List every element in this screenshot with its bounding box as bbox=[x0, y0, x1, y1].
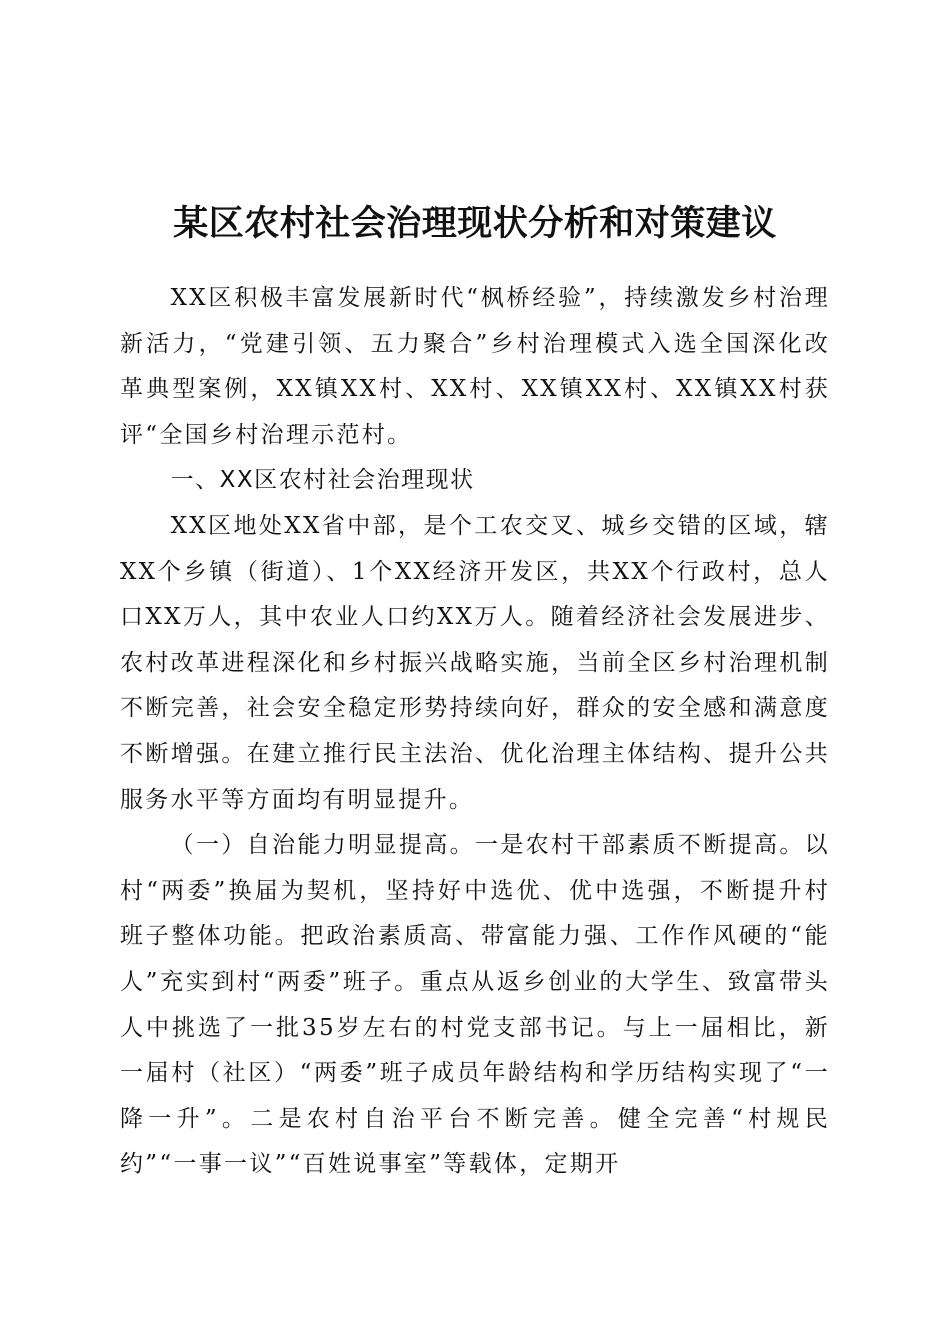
section-paragraph: XX区地处XX省中部，是个工农交叉、城乡交错的区域，辖XX个乡镇（街道）、1个XX经济开发区，共XX个行政村，总人口XX万人，其中农业人口约XX万人。随着经济社会发展进步、农村改革进程深化和乡村振兴战略实施，当前全区乡村治理机制不断完善，社会安全稳定形势持续向好，群众的安全感和满意度不断增强。在建立推行民主法治、优化治理主体结构、提升公共服务水平等方面均有明显提升。 bbox=[120, 512, 830, 813]
subsection-paragraph: （一）自治能力明显提高。一是农村干部素质不断提高。以村“两委”换届为契机，坚持好中选优、优中选强，不断提升村班子整体功能。把政治素质高、带富能力强、工作作风硬的“能人”充实到村“两委”班子。重点从返乡创业的大学生、致富带头人中挑选了一批35岁左右的村党支部书记。与上一届相比，新一届村（社区）“两委”班子成员年龄结构和学历结构实现了“一降一升”。二是农村自治平台不断完善。健全完善“村规民约”“一事一议”“百姓说事室”等载体，定期开 bbox=[120, 832, 830, 1178]
section-heading: 一、XX区农村社会治理现状 bbox=[170, 467, 475, 494]
intro-paragraph: XX区积极丰富发展新时代“枫桥经验”，持续激发乡村治理新活力，“党建引领、五力聚合”乡村治理模式入选全国深化改革典型案例，XX镇XX村、XX村、XX镇XX村、XX镇XX村获评“全国乡村治理示范村。 bbox=[120, 285, 830, 448]
document-body bbox=[120, 276, 830, 1188]
document-title: 某区农村社会治理现状分析和对策建议 bbox=[173, 203, 777, 245]
